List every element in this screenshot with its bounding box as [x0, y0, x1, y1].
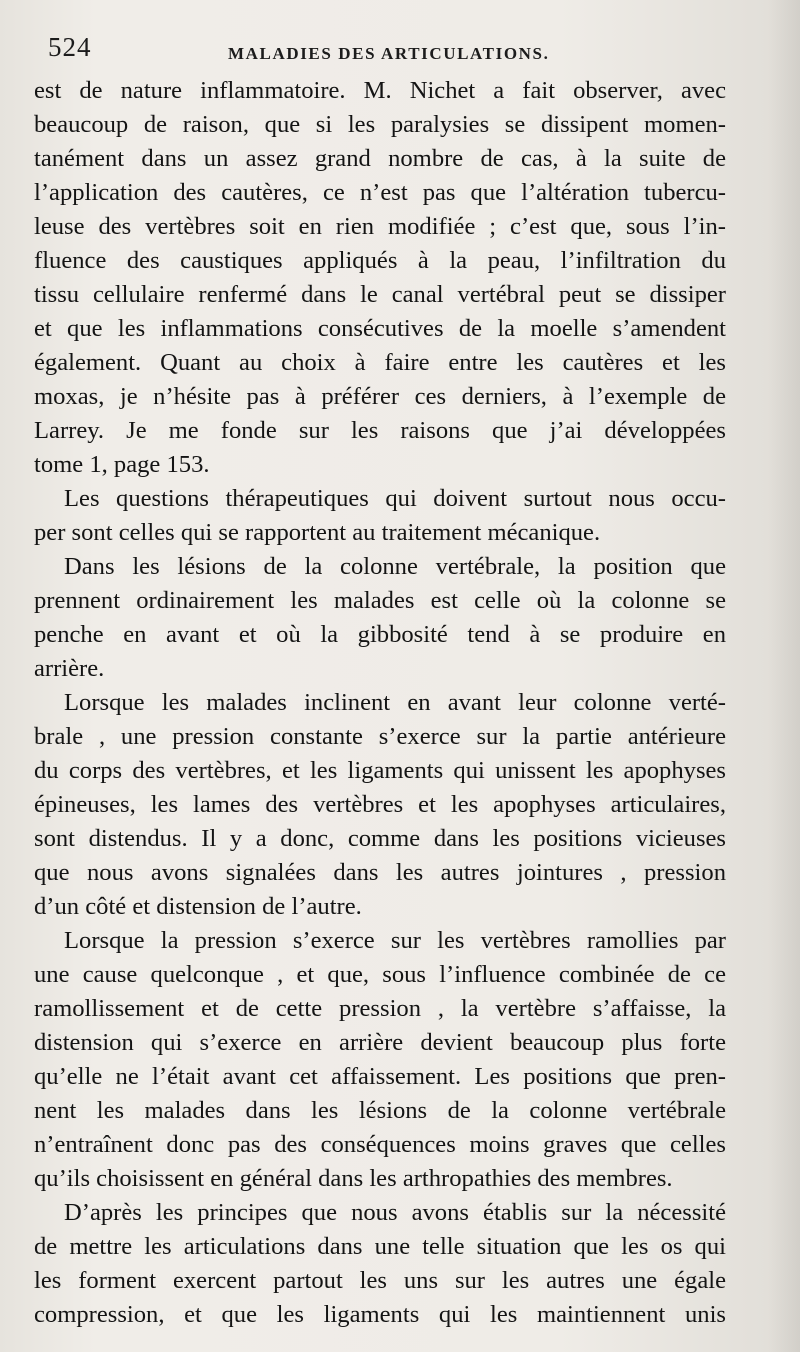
- page-header: [48, 32, 728, 72]
- text-line: Les questions thérapeutiques qui doivent surtout nous occu-: [64, 485, 726, 512]
- text-line: Dans les lésions de la colonne vertébrale, la position que: [64, 553, 726, 580]
- text-line: tome 1, page 153.: [34, 451, 210, 478]
- text-line: compression, et que les ligaments qui les maintiennent unis: [34, 1301, 726, 1328]
- text-line: beaucoup de raison, que si les paralysies se dissipent momen-: [34, 111, 726, 138]
- text-line: nent les malades dans les lésions de la colonne vertébrale: [34, 1097, 726, 1124]
- paragraph: [34, 686, 726, 924]
- text-line: est de nature inflammatoire. M. Nichet a fait observer, avec: [34, 77, 726, 104]
- running-head: MALADIES DES ARTICULATIONS.: [228, 44, 550, 63]
- text-line: penche en avant et où la gibbosité tend à se produire en: [34, 621, 726, 648]
- text-line: Larrey. Je me fonde sur les raisons que j’ai développées: [34, 417, 726, 444]
- text-line: les forment exercent partout les uns sur les autres une égale: [34, 1267, 726, 1294]
- text-line: leuse des vertèbres soit en rien modifiée ; c’est que, sous l’in-: [34, 213, 726, 240]
- text-line: et que les inflammations consécutives de la moelle s’amendent: [34, 315, 726, 342]
- text-line: de mettre les articulations dans une telle situation que les os qui: [34, 1233, 726, 1260]
- text-line: brale , une pression constante s’exerce sur la partie antérieure: [34, 723, 726, 750]
- text-line: une cause quelconque , et que, sous l’influence combinée de ce: [34, 961, 726, 988]
- text-line: qu’elle ne l’était avant cet affaissement. Les positions que pren-: [34, 1063, 726, 1090]
- paragraph: [34, 74, 726, 482]
- text-line: qu’ils choisissent en général dans les arthropathies des membres.: [34, 1165, 673, 1192]
- text-line: n’entraînent donc pas des conséquences moins graves que celles: [34, 1131, 726, 1158]
- text-line: sont distendus. Il y a donc, comme dans les positions vicieuses: [34, 825, 726, 852]
- text-line: arrière.: [34, 655, 105, 682]
- text-line: tanément dans un assez grand nombre de cas, à la suite de: [34, 145, 726, 172]
- text-line: D’après les principes que nous avons établis sur la nécessité: [64, 1199, 726, 1226]
- text-line: ramollissement et de cette pression , la vertèbre s’affaisse, la: [34, 995, 726, 1022]
- text-line: tissu cellulaire renfermé dans le canal vertébral peut se dissiper: [34, 281, 726, 308]
- text-line: Lorsque les malades inclinent en avant leur colonne verté-: [64, 689, 726, 716]
- paragraph: [34, 550, 726, 686]
- text-line: moxas, je n’hésite pas à préférer ces derniers, à l’exemple de: [34, 383, 726, 410]
- text-line: l’application des cautères, ce n’est pas que l’altération tubercu-: [34, 179, 726, 206]
- text-line: épineuses, les lames des vertèbres et les apophyses articulaires,: [34, 791, 726, 818]
- text-line: Lorsque la pression s’exerce sur les vertèbres ramollies par: [64, 927, 726, 954]
- text-line: que nous avons signalées dans les autres jointures , pression: [34, 859, 726, 886]
- text-line: d’un côté et distension de l’autre.: [34, 893, 362, 920]
- paragraph: [34, 1196, 726, 1332]
- text-line: également. Quant au choix à faire entre les cautères et les: [34, 349, 726, 376]
- text-line: prennent ordinairement les malades est celle où la colonne se: [34, 587, 726, 614]
- text-line: per sont celles qui se rapportent au traitement mécanique.: [34, 519, 601, 546]
- text-line: distension qui s’exerce en arrière devient beaucoup plus forte: [34, 1029, 726, 1056]
- text-line: du corps des vertèbres, et les ligaments qui unissent les apophyses: [34, 757, 726, 784]
- paragraph: [34, 924, 726, 1196]
- paragraph: [34, 482, 726, 550]
- body-text: [34, 74, 726, 1332]
- text-line: fluence des caustiques appliqués à la peau, l’infiltration du: [34, 247, 726, 274]
- page-number: 524: [48, 32, 92, 62]
